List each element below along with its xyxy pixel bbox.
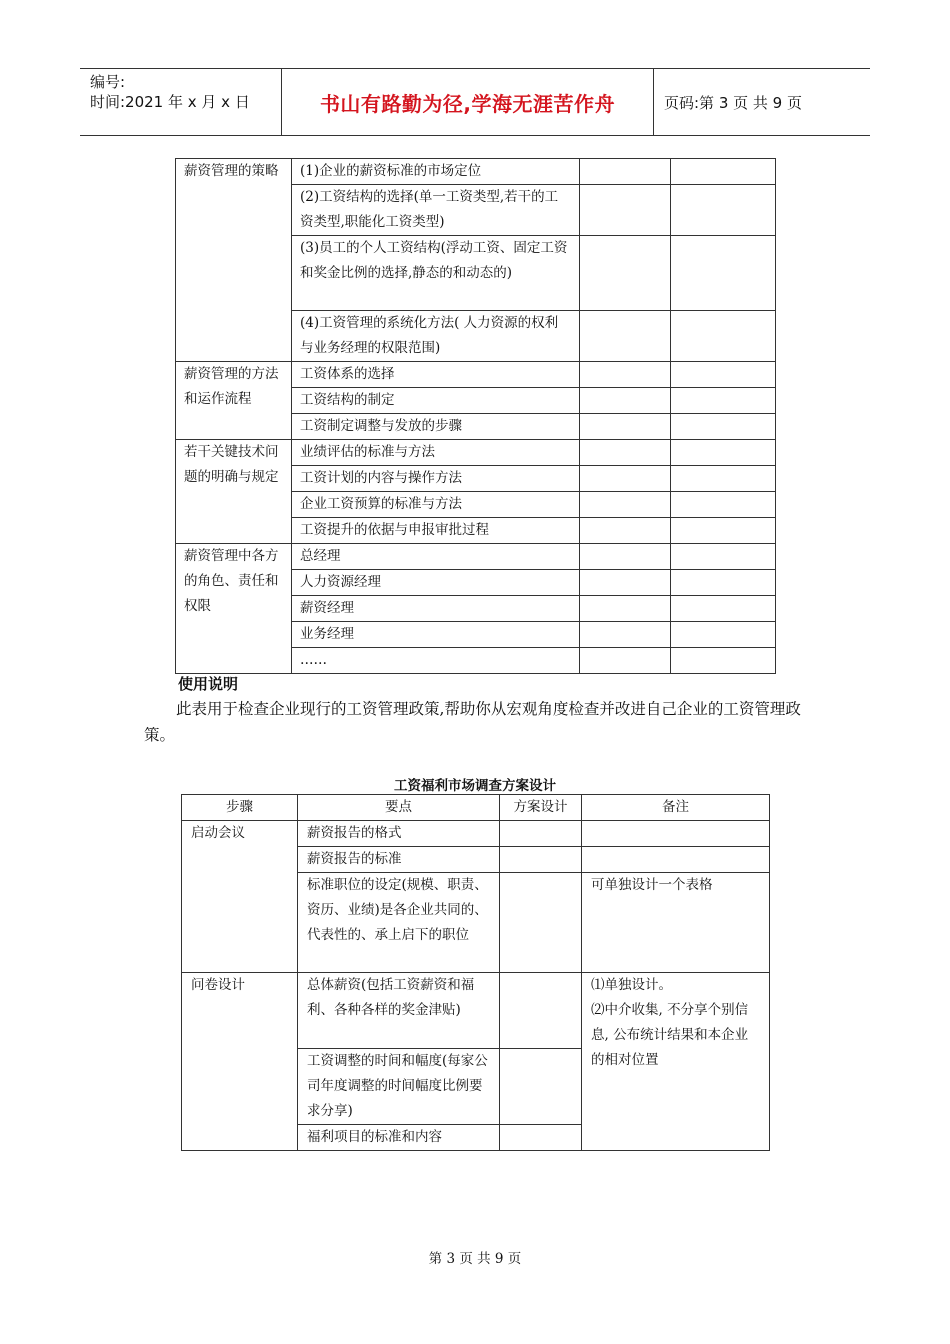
blank-cell xyxy=(500,1125,582,1151)
blank-cell xyxy=(671,185,776,236)
blank-cell xyxy=(671,544,776,570)
item-cell: 总经理 xyxy=(292,544,580,570)
remark-cell: 可单独设计一个表格 xyxy=(582,873,770,973)
step-cell: 问卷设计 xyxy=(182,973,298,1151)
point-cell: 薪资报告的标准 xyxy=(298,847,500,873)
column-header-point: 要点 xyxy=(298,795,500,821)
item-cell: 工资计划的内容与操作方法 xyxy=(292,466,580,492)
blank-cell xyxy=(671,388,776,414)
blank-cell xyxy=(671,622,776,648)
blank-cell xyxy=(671,570,776,596)
blank-cell xyxy=(671,518,776,544)
blank-cell xyxy=(580,466,671,492)
blank-cell xyxy=(580,492,671,518)
blank-cell xyxy=(500,821,582,847)
blank-cell xyxy=(580,518,671,544)
remark-cell xyxy=(582,973,770,1151)
blank-cell xyxy=(500,973,582,1049)
category-cell: 薪资管理的方法和运作流程 xyxy=(176,362,292,440)
category-cell: 薪资管理中各方的角色、责任和权限 xyxy=(176,544,292,674)
blank-cell xyxy=(671,311,776,362)
blank-cell xyxy=(500,847,582,873)
item-cell: 工资体系的选择 xyxy=(292,362,580,388)
blank-cell xyxy=(580,388,671,414)
blank-cell xyxy=(582,821,770,847)
item-cell: 薪资经理 xyxy=(292,596,580,622)
blank-cell xyxy=(580,414,671,440)
salary-policy-table xyxy=(175,158,776,674)
usage-text: 此表用于检查企业现行的工资管理政策,帮助你从宏观角度检查并改进自己企业的工资管理政策。 xyxy=(144,700,801,744)
item-cell: (3)员工的个人工资结构(浮动工资、固定工资和奖金比例的选择,静态的和动态的) xyxy=(292,236,580,311)
blank-cell xyxy=(671,466,776,492)
category-cell: 薪资管理的策略 xyxy=(176,159,292,362)
item-cell: 工资提升的依据与申报审批过程 xyxy=(292,518,580,544)
document-time-label: 时间:2021 年 x 月 x 日 xyxy=(90,93,250,111)
blank-cell xyxy=(580,311,671,362)
item-cell: 工资制定调整与发放的步骤 xyxy=(292,414,580,440)
blank-cell xyxy=(671,648,776,674)
item-cell: (1)企业的薪资标准的市场定位 xyxy=(292,159,580,185)
point-cell: 总体薪资(包括工资薪资和福利、各种各样的奖金津贴) xyxy=(298,973,500,1049)
header-meta xyxy=(80,69,282,135)
survey-design-table xyxy=(181,794,770,1151)
document-number-label: 编号: xyxy=(90,73,126,91)
header-page-info: 页码:第 3 页 共 9 页 xyxy=(664,93,802,112)
blank-cell xyxy=(580,648,671,674)
page-footer: 第 3 页 共 9 页 xyxy=(428,1251,522,1267)
blank-cell xyxy=(580,236,671,311)
blank-cell xyxy=(671,596,776,622)
header-motto: 书山有路勤为径,学海无涯苦作舟 xyxy=(282,69,654,135)
category-cell: 若干关键技术问题的明确与规定 xyxy=(176,440,292,544)
point-cell: 工资调整的时间和幅度(每家公司年度调整的时间幅度比例要求分享) xyxy=(298,1049,500,1125)
column-header-design: 方案设计 xyxy=(500,795,582,821)
remark-line: ⑵中介收集, 不分享个别信息, 公布统计结果和本企业的相对位置 xyxy=(591,1002,749,1068)
blank-cell xyxy=(671,159,776,185)
item-cell: 业绩评估的标准与方法 xyxy=(292,440,580,466)
blank-cell xyxy=(582,847,770,873)
usage-title: 使用说明 xyxy=(178,675,239,693)
remark-line: ⑴单独设计。 xyxy=(591,977,672,993)
blank-cell xyxy=(500,873,582,973)
blank-cell xyxy=(671,440,776,466)
blank-cell xyxy=(580,362,671,388)
blank-cell xyxy=(671,236,776,311)
page-header xyxy=(80,68,870,136)
item-cell: 业务经理 xyxy=(292,622,580,648)
blank-cell xyxy=(580,596,671,622)
blank-cell xyxy=(580,185,671,236)
blank-cell xyxy=(580,622,671,648)
blank-cell xyxy=(580,159,671,185)
item-cell: …… xyxy=(292,648,580,674)
point-cell: 薪资报告的格式 xyxy=(298,821,500,847)
item-cell: (2)工资结构的选择(单一工资类型,若干的工资类型,职能化工资类型) xyxy=(292,185,580,236)
blank-cell xyxy=(580,570,671,596)
point-cell: 标准职位的设定(规模、职责、资历、业绩)是各企业共同的、代表性的、承上启下的职位 xyxy=(298,873,500,973)
item-cell: 工资结构的制定 xyxy=(292,388,580,414)
item-cell: (4)工资管理的系统化方法( 人力资源的权利与业务经理的权限范围) xyxy=(292,311,580,362)
step-cell: 启动会议 xyxy=(182,821,298,973)
blank-cell xyxy=(580,440,671,466)
blank-cell xyxy=(671,414,776,440)
column-header-step: 步骤 xyxy=(182,795,298,821)
blank-cell xyxy=(671,362,776,388)
column-header-remark: 备注 xyxy=(582,795,770,821)
point-cell: 福利项目的标准和内容 xyxy=(298,1125,500,1151)
survey-table-title: 工资福利市场调查方案设计 xyxy=(394,778,556,794)
item-cell: 人力资源经理 xyxy=(292,570,580,596)
item-cell: 企业工资预算的标准与方法 xyxy=(292,492,580,518)
blank-cell xyxy=(580,544,671,570)
blank-cell xyxy=(500,1049,582,1125)
blank-cell xyxy=(671,492,776,518)
